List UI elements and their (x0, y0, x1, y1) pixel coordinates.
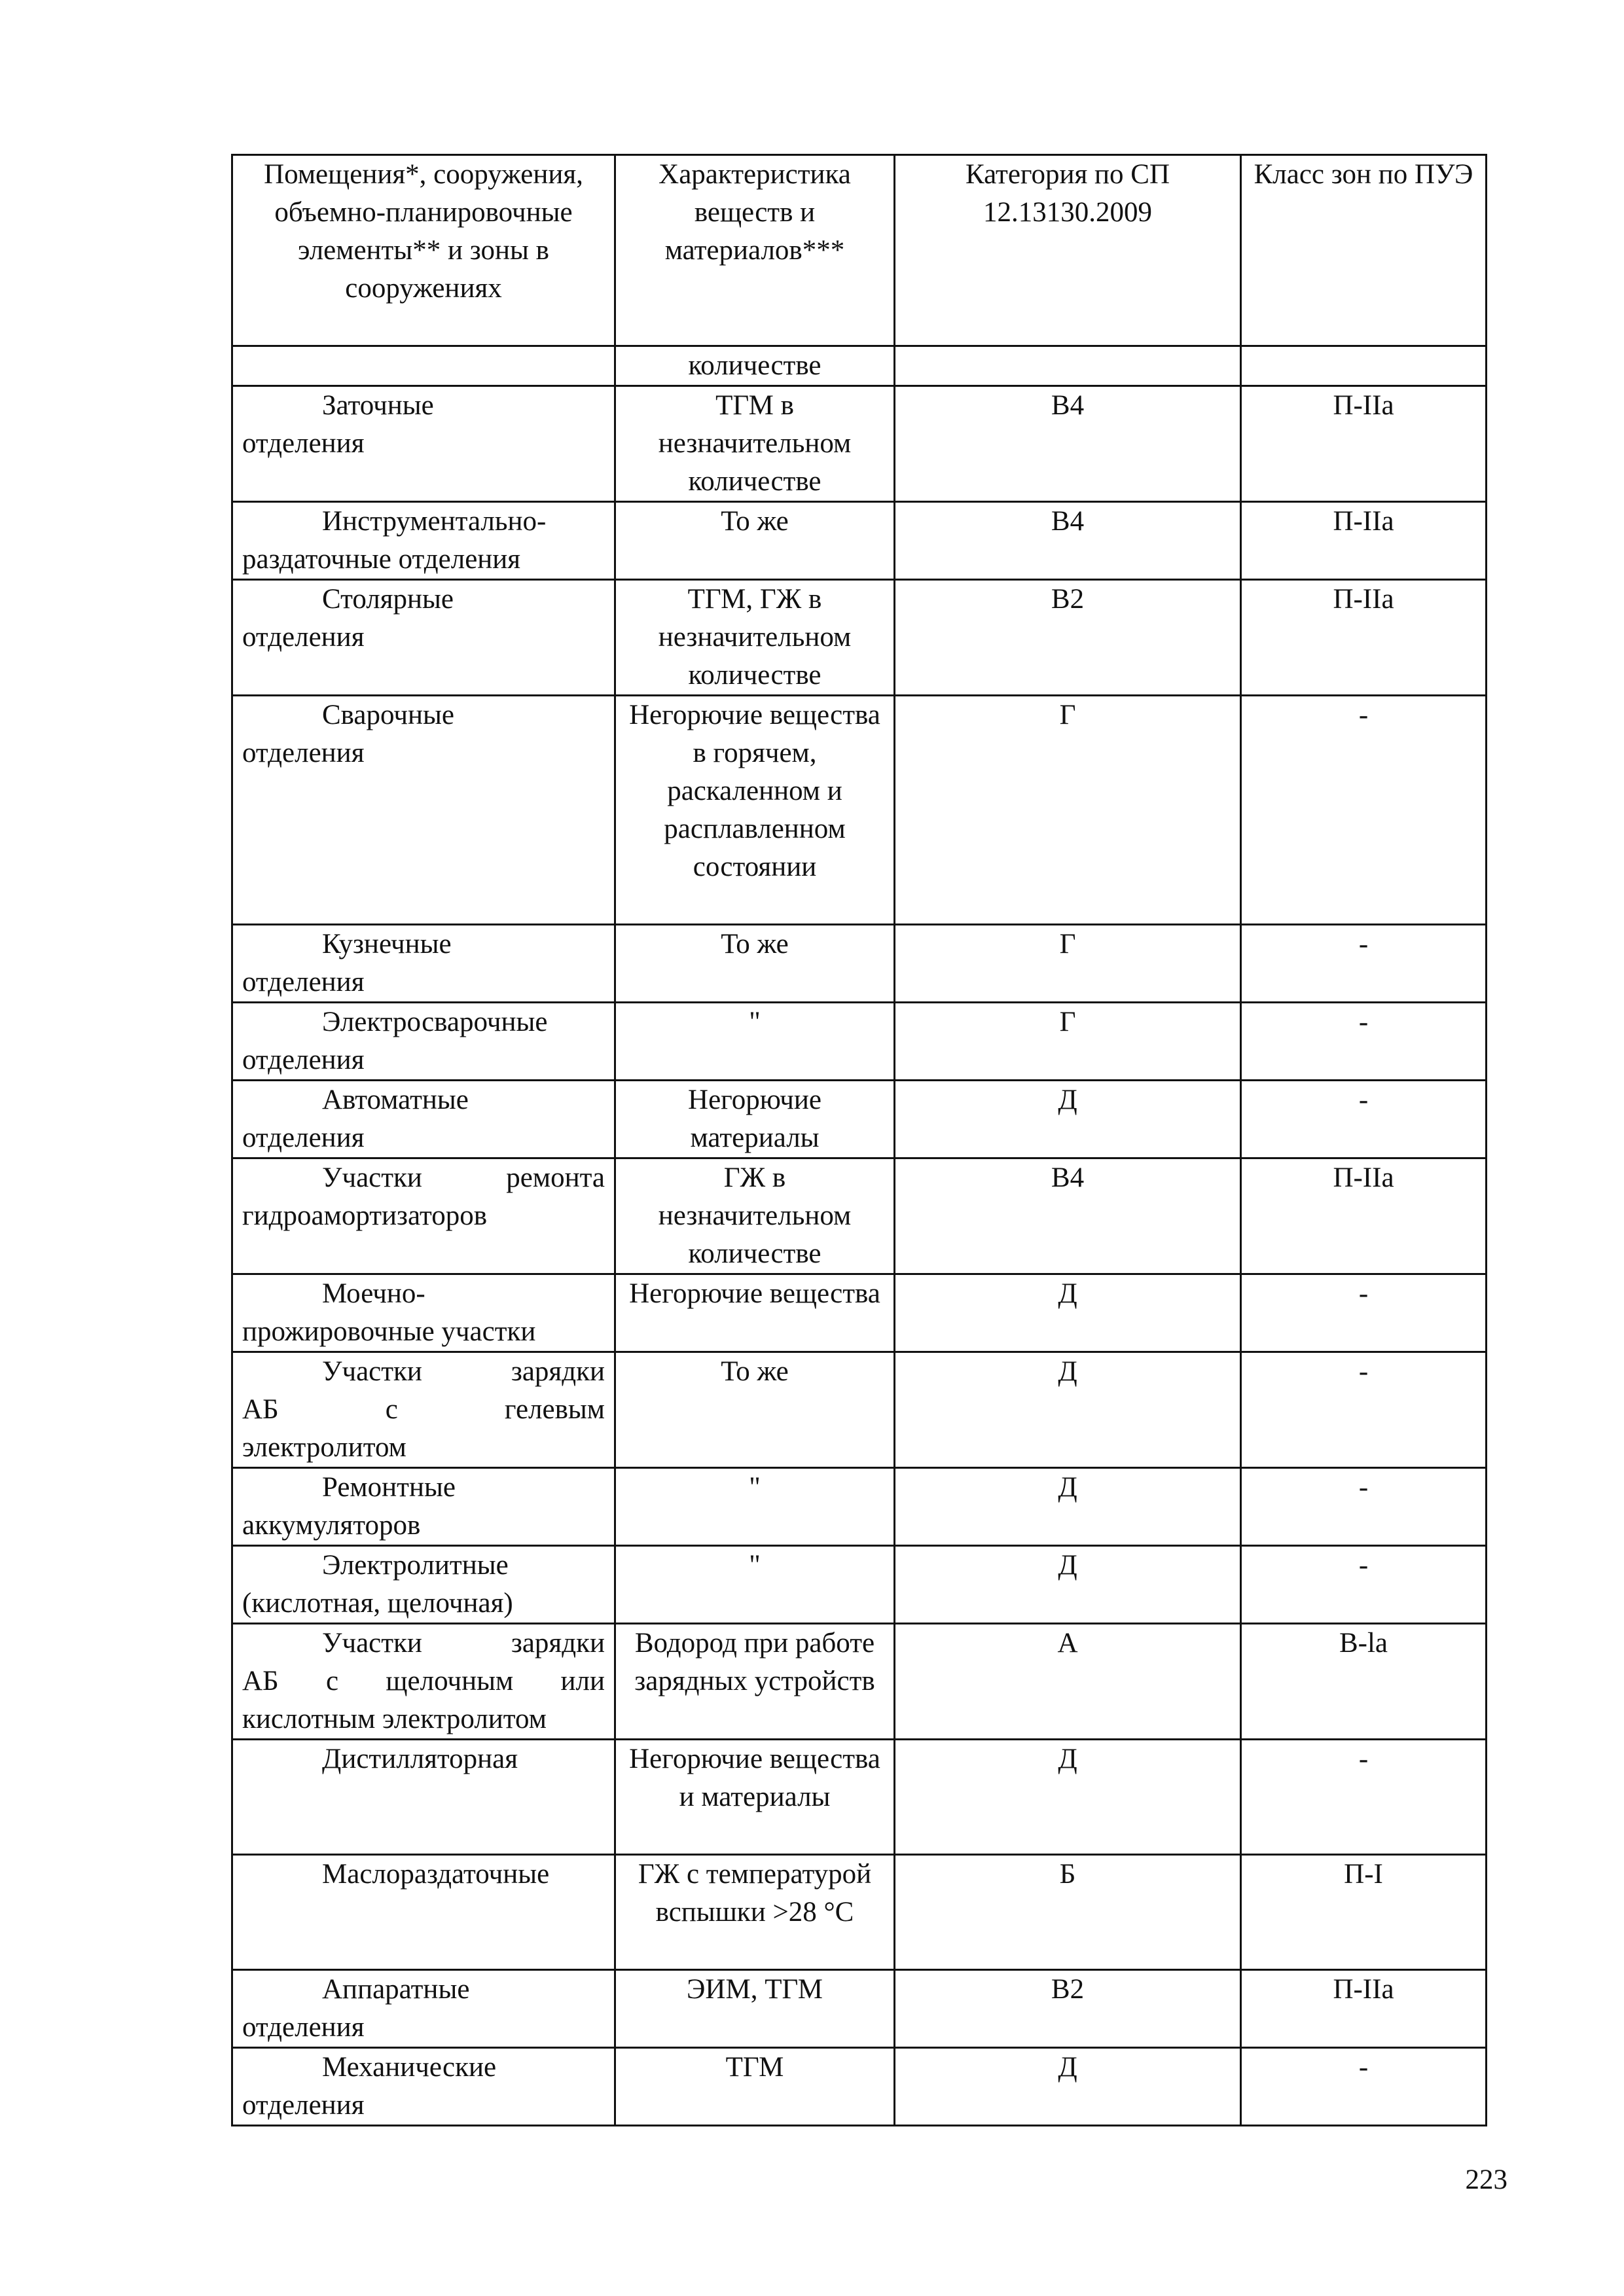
page-number: 223 (1465, 2164, 1507, 2195)
room-name-line: Сварочные (322, 700, 455, 730)
room-name-line: Кузнечные (322, 929, 452, 960)
room-name-line: Маслораздаточные (322, 1859, 550, 1890)
zone-class-cell: - (1241, 1003, 1487, 1081)
header-category: Категория по СП 12.13130.2009 (895, 155, 1241, 346)
header-zone-class: Класс зон по ПУЭ (1241, 155, 1487, 346)
continuation-class (1241, 346, 1487, 386)
zone-class-cell: - (1241, 1546, 1487, 1624)
room-name-line: отделения (242, 1122, 365, 1153)
room-name-line: Механические (322, 2052, 497, 2083)
table-row (232, 1740, 1487, 1855)
room-name-line: Дистилляторная (322, 1744, 518, 1774)
characteristic-cell: " (615, 1468, 895, 1546)
room-name-line: АБ с гелевым (242, 1394, 605, 1425)
room-name-line: Электросварочные (322, 1007, 548, 1037)
zone-class-cell: П-IIa (1241, 1970, 1487, 2048)
table-row (232, 925, 1487, 1003)
room-name-line: отделения (242, 622, 365, 653)
characteristic-cell: Негорючие вещества в горячем, раскаленном и расплавленном состоянии (615, 696, 895, 925)
room-name-line: отделения (242, 428, 365, 459)
table-row (232, 1970, 1487, 2048)
category-cell: Д (895, 2048, 1241, 2126)
zone-class-cell: - (1241, 1740, 1487, 1855)
characteristic-cell: То же (615, 1352, 895, 1468)
room-name-line: отделения (242, 1045, 365, 1075)
characteristic-cell: ГЖ в незначительном количестве (615, 1158, 895, 1274)
room-cell (232, 1970, 615, 2048)
characteristic-cell: " (615, 1003, 895, 1081)
characteristic-cell: То же (615, 502, 895, 580)
room-name-line: раздаточные отделения (242, 544, 521, 575)
room-name-line: Участки зарядки (322, 1356, 605, 1387)
room-cell (232, 1081, 615, 1158)
room-name-line: Участки ремонта (322, 1162, 605, 1193)
table-row (232, 502, 1487, 580)
characteristic-cell: ГЖ с температурой вспышки >28 °С (615, 1855, 895, 1970)
room-name-line: гидроамортизаторов (242, 1200, 488, 1231)
table-row (232, 1855, 1487, 1970)
characteristic-cell: Негорючие материалы (615, 1081, 895, 1158)
table-row (232, 580, 1487, 696)
header-rooms: Помещения*, сооружения, объемно-планировочные элементы** и зоны в сооружениях (232, 155, 615, 346)
header-characteristic: Характеристика веществ и материалов*** (615, 155, 895, 346)
characteristic-cell: ТГМ, ГЖ в незначительном количестве (615, 580, 895, 696)
category-cell: Г (895, 696, 1241, 925)
room-cell (232, 502, 615, 580)
category-cell: В2 (895, 1970, 1241, 2048)
room-name-line: отделения (242, 738, 365, 768)
category-cell: Б (895, 1855, 1241, 1970)
category-cell: Д (895, 1546, 1241, 1624)
table-body (232, 386, 1487, 2126)
table-row (232, 2048, 1487, 2126)
category-cell: Г (895, 925, 1241, 1003)
category-cell: В2 (895, 580, 1241, 696)
category-cell: В4 (895, 502, 1241, 580)
zone-class-cell: - (1241, 1274, 1487, 1352)
room-cell (232, 386, 615, 502)
room-cell (232, 1468, 615, 1546)
room-name-line: Электролитные (322, 1550, 509, 1581)
room-name-line: кислотным электролитом (242, 1704, 547, 1734)
table-row (232, 1546, 1487, 1624)
characteristic-cell: Негорючие вещества и материалы (615, 1740, 895, 1855)
zone-class-cell: П-IIa (1241, 386, 1487, 502)
table-row (232, 1081, 1487, 1158)
room-cell (232, 1546, 615, 1624)
table-row (232, 386, 1487, 502)
room-name-line: аккумуляторов (242, 1510, 421, 1541)
table-row (232, 1158, 1487, 1274)
table-row (232, 1003, 1487, 1081)
characteristic-cell: ЭИМ, ТГМ (615, 1970, 895, 2048)
room-cell (232, 1352, 615, 1468)
category-cell: Д (895, 1352, 1241, 1468)
zone-class-cell: П-IIa (1241, 1158, 1487, 1274)
continuation-row (232, 346, 1487, 386)
continuation-characteristic: количестве (615, 346, 895, 386)
room-cell (232, 1158, 615, 1274)
zone-class-cell: - (1241, 1081, 1487, 1158)
room-cell (232, 925, 615, 1003)
room-name-line: Участки зарядки (322, 1628, 605, 1659)
category-cell: Д (895, 1274, 1241, 1352)
characteristic-cell: То же (615, 925, 895, 1003)
room-name-line: Инструментально- (322, 506, 547, 537)
table-row (232, 1274, 1487, 1352)
continuation-category (895, 346, 1241, 386)
zone-class-cell: - (1241, 1352, 1487, 1468)
room-cell (232, 2048, 615, 2126)
room-cell (232, 1624, 615, 1740)
room-name-line: прожировочные участки (242, 1316, 536, 1347)
zone-class-cell: В-la (1241, 1624, 1487, 1740)
characteristic-cell: Водород при работе зарядных устройств (615, 1624, 895, 1740)
room-cell (232, 580, 615, 696)
characteristic-cell: ТГМ в незначительном количестве (615, 386, 895, 502)
category-cell: В4 (895, 1158, 1241, 1274)
room-name-line: Моечно- (322, 1278, 425, 1309)
room-name-line: электролитом (242, 1432, 406, 1463)
fire-category-table (231, 154, 1487, 2126)
category-cell: А (895, 1624, 1241, 1740)
category-cell: В4 (895, 386, 1241, 502)
room-name-line: Столярные (322, 584, 454, 615)
zone-class-cell: П-IIa (1241, 502, 1487, 580)
category-cell: Д (895, 1081, 1241, 1158)
zone-class-cell: - (1241, 925, 1487, 1003)
characteristic-cell: ТГМ (615, 2048, 895, 2126)
room-cell (232, 1003, 615, 1081)
room-name-line: АБ с щелочным или (242, 1666, 605, 1696)
room-cell (232, 1740, 615, 1855)
category-cell: Г (895, 1003, 1241, 1081)
zone-class-cell: П-IIa (1241, 580, 1487, 696)
category-cell: Д (895, 1740, 1241, 1855)
table-header-row (232, 155, 1487, 346)
category-cell: Д (895, 1468, 1241, 1546)
zone-class-cell: - (1241, 1468, 1487, 1546)
characteristic-cell: Негорючие вещества (615, 1274, 895, 1352)
room-name-line: отделения (242, 967, 365, 997)
room-name-line: Ремонтные (322, 1472, 456, 1503)
room-name-line: отделения (242, 2090, 365, 2121)
zone-class-cell: П-I (1241, 1855, 1487, 1970)
room-name-line: Аппаратные (322, 1974, 470, 2005)
characteristic-cell: " (615, 1546, 895, 1624)
zone-class-cell: - (1241, 696, 1487, 925)
zone-class-cell: - (1241, 2048, 1487, 2126)
table-row (232, 1624, 1487, 1740)
room-cell (232, 1274, 615, 1352)
room-cell (232, 696, 615, 925)
room-cell (232, 1855, 615, 1970)
room-name-line: Автоматные (322, 1085, 469, 1115)
room-name-line: отделения (242, 2012, 365, 2043)
room-name-line: Заточные (322, 390, 434, 421)
table-row (232, 1468, 1487, 1546)
continuation-room (232, 346, 615, 386)
room-name-line: (кислотная, щелочная) (242, 1588, 513, 1619)
table-row (232, 696, 1487, 925)
table-row (232, 1352, 1487, 1468)
